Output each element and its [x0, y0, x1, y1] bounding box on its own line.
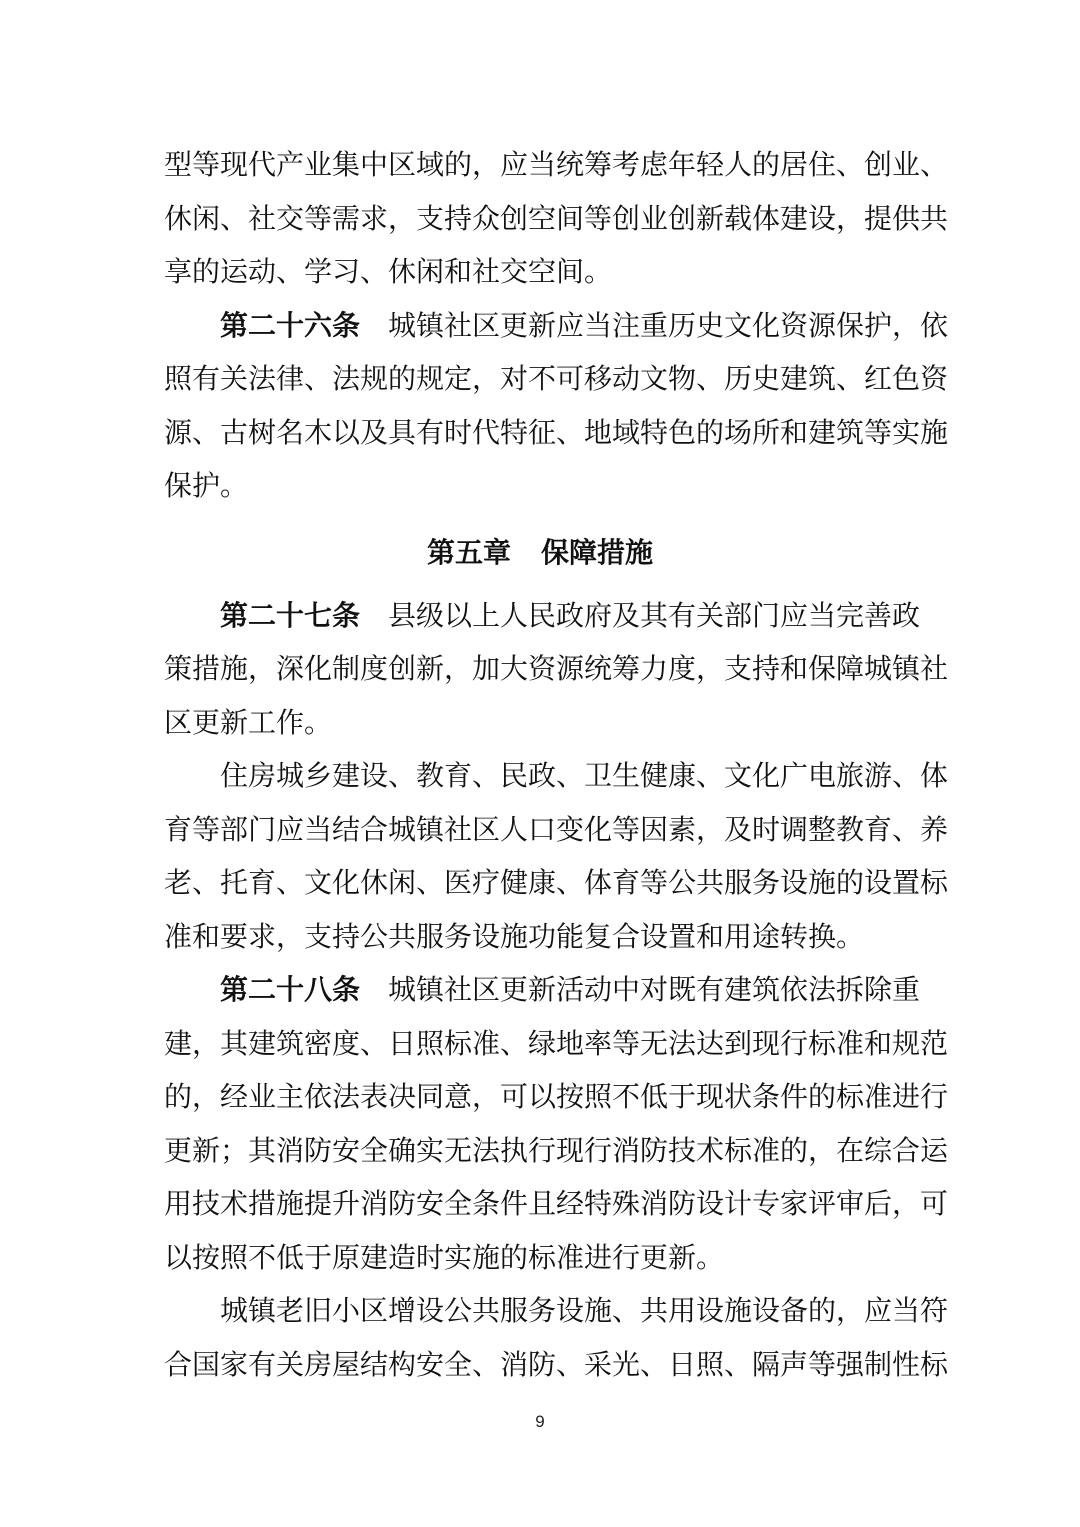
- text-run: 县级以上人民政府及其有关部门应当完善政: [388, 598, 921, 632]
- text-line: 以按照不低于原建造时实施的标准进行更新。: [164, 1240, 725, 1274]
- text-line: 住房城乡建设、教育、民政、卫生健康、文化广电旅游、体: [220, 759, 949, 792]
- text-run: 城镇社区更新应当注重历史文化资源保护，依: [388, 308, 949, 342]
- text-line: 合国家有关房屋结构安全、消防、采光、日照、隔声等强制性标: [164, 1347, 949, 1381]
- article-heading: 第二十八条: [220, 973, 361, 1006]
- text-line: 照有关法律、法规的规定，对不可移动文物、历史建筑、红色资: [164, 362, 949, 395]
- article-first-line: [164, 299, 949, 353]
- article-heading: 第二十七条: [220, 598, 361, 632]
- chapter-number: 第五章: [426, 535, 511, 569]
- text-run: 城镇社区更新活动中对既有建筑依法拆除重: [388, 973, 921, 1006]
- document-body: [164, 138, 949, 1391]
- text-line: 城镇老旧小区增设公共服务设施、共用设施设备的，应当符: [220, 1294, 949, 1327]
- text-line: 享的运动、学习、休闲和社交空间。: [164, 255, 613, 288]
- text-line: 策措施，深化制度创新，加大资源统筹力度，支持和保障城镇社: [164, 652, 949, 685]
- text-line: 用技术措施提升消防安全条件且经特殊消防设计专家评审后，可: [164, 1187, 949, 1220]
- text-line: 型等现代产业集中区域的，应当统筹考虑年轻人的居住、创业、: [164, 148, 949, 181]
- article-heading: 第二十六条: [220, 308, 361, 342]
- page-number: 9: [535, 1412, 545, 1431]
- chapter-title: 保障措施: [541, 535, 654, 569]
- text-line: 保护。: [164, 469, 249, 502]
- text-line: 源、古树名木以及具有时代特征、地域特色的场所和建筑等实施: [164, 415, 949, 449]
- text-line: 准和要求，支持公共服务设施功能复合设置和用途转换。: [164, 919, 865, 953]
- text-line: 育等部门应当结合城镇社区人口变化等因素，及时调整教育、养: [164, 812, 949, 846]
- text-line: 建，其建筑密度、日照标准、绿地率等无法达到现行标准和规范: [164, 1026, 949, 1060]
- text-line: 更新；其消防安全确实无法执行现行消防技术标准的，在综合运: [164, 1133, 949, 1167]
- chapter-heading: [164, 523, 916, 583]
- text-line: 区更新工作。: [164, 705, 333, 739]
- text-line: 老、托育、文化休闲、医疗健康、体育等公共服务设施的设置标: [164, 866, 949, 899]
- text-line: 休闲、社交等需求，支持众创空间等创业创新载体建设，提供共: [164, 201, 949, 235]
- text-line: 的，经业主依法表决同意，可以按照不低于现状条件的标准进行: [164, 1080, 949, 1113]
- article-first-line: [164, 963, 921, 1017]
- article-first-line: [164, 589, 921, 643]
